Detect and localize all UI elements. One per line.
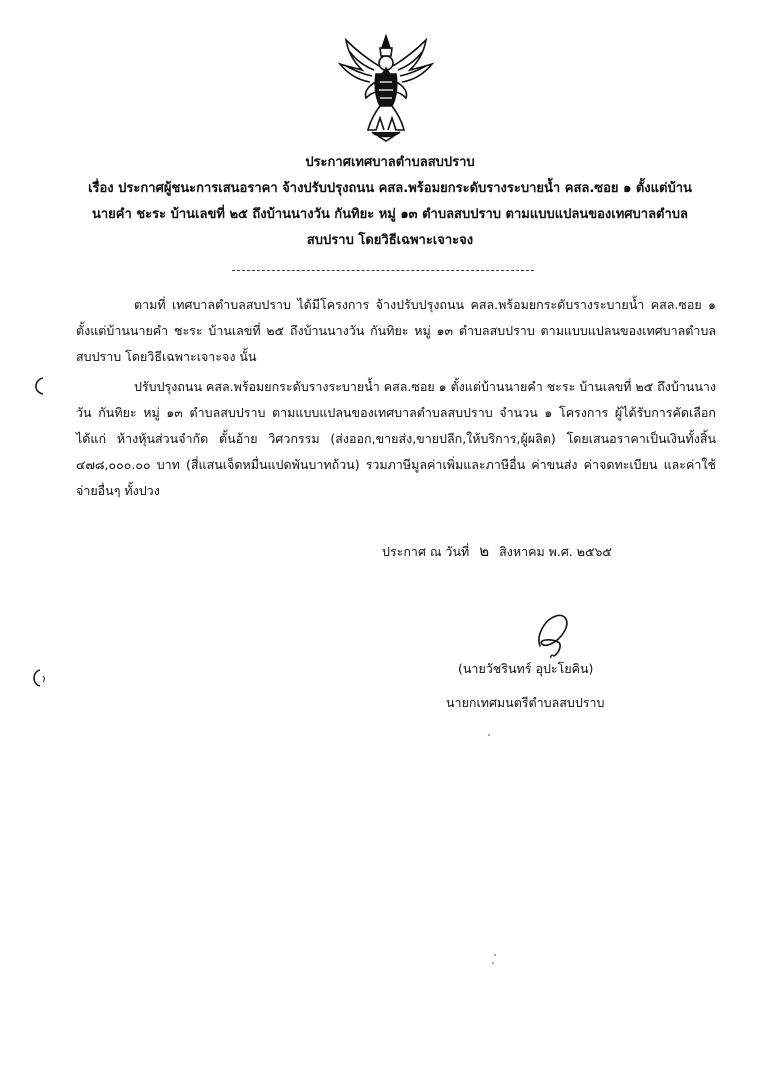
punch-hole-icon — [30, 668, 46, 688]
date-month-year: สิงหาคม พ.ศ. ๒๕๖๕ — [499, 544, 612, 559]
signer-name: (นายวัชรินทร์ อุปะโยคิน) — [458, 661, 594, 676]
paragraph-award — [76, 374, 716, 504]
scan-speck — [494, 954, 496, 956]
subject-line-2: นายคำ ชะระ บ้านเลขที่ ๒๕ ถึงบ้านนางวัน กันทิยะ หมู่ ๑๓ ตำบลสบปราบ ตามแบบแปลนของเทศบาลตำบล — [92, 207, 688, 222]
garuda-emblem-icon — [336, 32, 436, 142]
paragraph-award-text: ปรับปรุงถนน คสล.พร้อมยกระดับรางระบายน้ำ คสล.ซอย ๑ ตั้งแต่บ้านนายคำ ชะระ บ้านเลขที่ ๒๕ ถึงบ้านนางวัน กันทิยะ หมู่ ๑๓ ตำบลสบปราบ ตามแบบแปลนของเทศบาลตำบลสบปราบ จำนวน ๑ โครงการ ผู้ได้รับการคัดเลือก ได้แก่ ห้างหุ้นส่วนจำกัด ตั้นอ้าย วิศวกรรม (ส่งออก,ขายส่ง,ขายปลีก,ให้บริการ,ผู้ผลิต) โดยเสนอราคาเป็นเงินทั้งสิ้น ๔๗๘,๐๐๐.๐๐ บาท (สี่แสนเจ็ดหมื่นแปดพันบาทถ้วน) รวมภาษีมูลค่าเพิ่มและภาษีอื่น ค่าขนส่ง ค่าจดทะเบียน และค่าใช้จ่ายอื่นๆ ทั้งปวง — [76, 379, 717, 498]
date-day: ๒ — [479, 542, 490, 560]
subject-line-3: สบปราบ โดยวิธีเฉพาะเจาะจง — [306, 233, 474, 248]
handwritten-signature-icon — [528, 610, 578, 660]
date-prefix: ประกาศ ณ วันที่ — [382, 544, 470, 559]
paragraph-intro — [76, 292, 716, 370]
punch-hole-icon — [30, 376, 46, 396]
subject-line-1: เรื่อง ประกาศผู้ชนะการเสนอราคา จ้างปรับปรุงถนน คสล.พร้อมยกระดับรางระบายน้ำ คสล.ซอย ๑ ตั้งแต่บ้าน — [88, 181, 692, 196]
announcement-title: ประกาศเทศบาลตำบลสบปราบ — [305, 155, 475, 170]
announcement-date — [382, 540, 612, 563]
paragraph-intro-text: ตามที่ เทศบาลตำบลสบปราบ ได้มีโครงการ จ้างปรับปรุงถนน คสล.พร้อมยกระดับรางระบายน้ำ คสล.ซอย ๑ ตั้งแต่บ้านนายคำ ชะระ บ้านเลขที่ ๒๕ ถึงบ้านนางวัน กันทิยะ หมู่ ๑๓ ตำบลสบปราบ ตามแบบแปลนของเทศบาลตำบลสบปราบ โดยวิธีเฉพาะเจาะจง นั้น — [76, 297, 716, 364]
announcement-subject — [60, 176, 720, 254]
signer-title: นายกเทศมนตรีตำบลสบปราบ — [446, 695, 605, 710]
scan-speck — [492, 962, 494, 964]
scan-speck — [488, 734, 490, 736]
heading-separator — [232, 270, 534, 271]
